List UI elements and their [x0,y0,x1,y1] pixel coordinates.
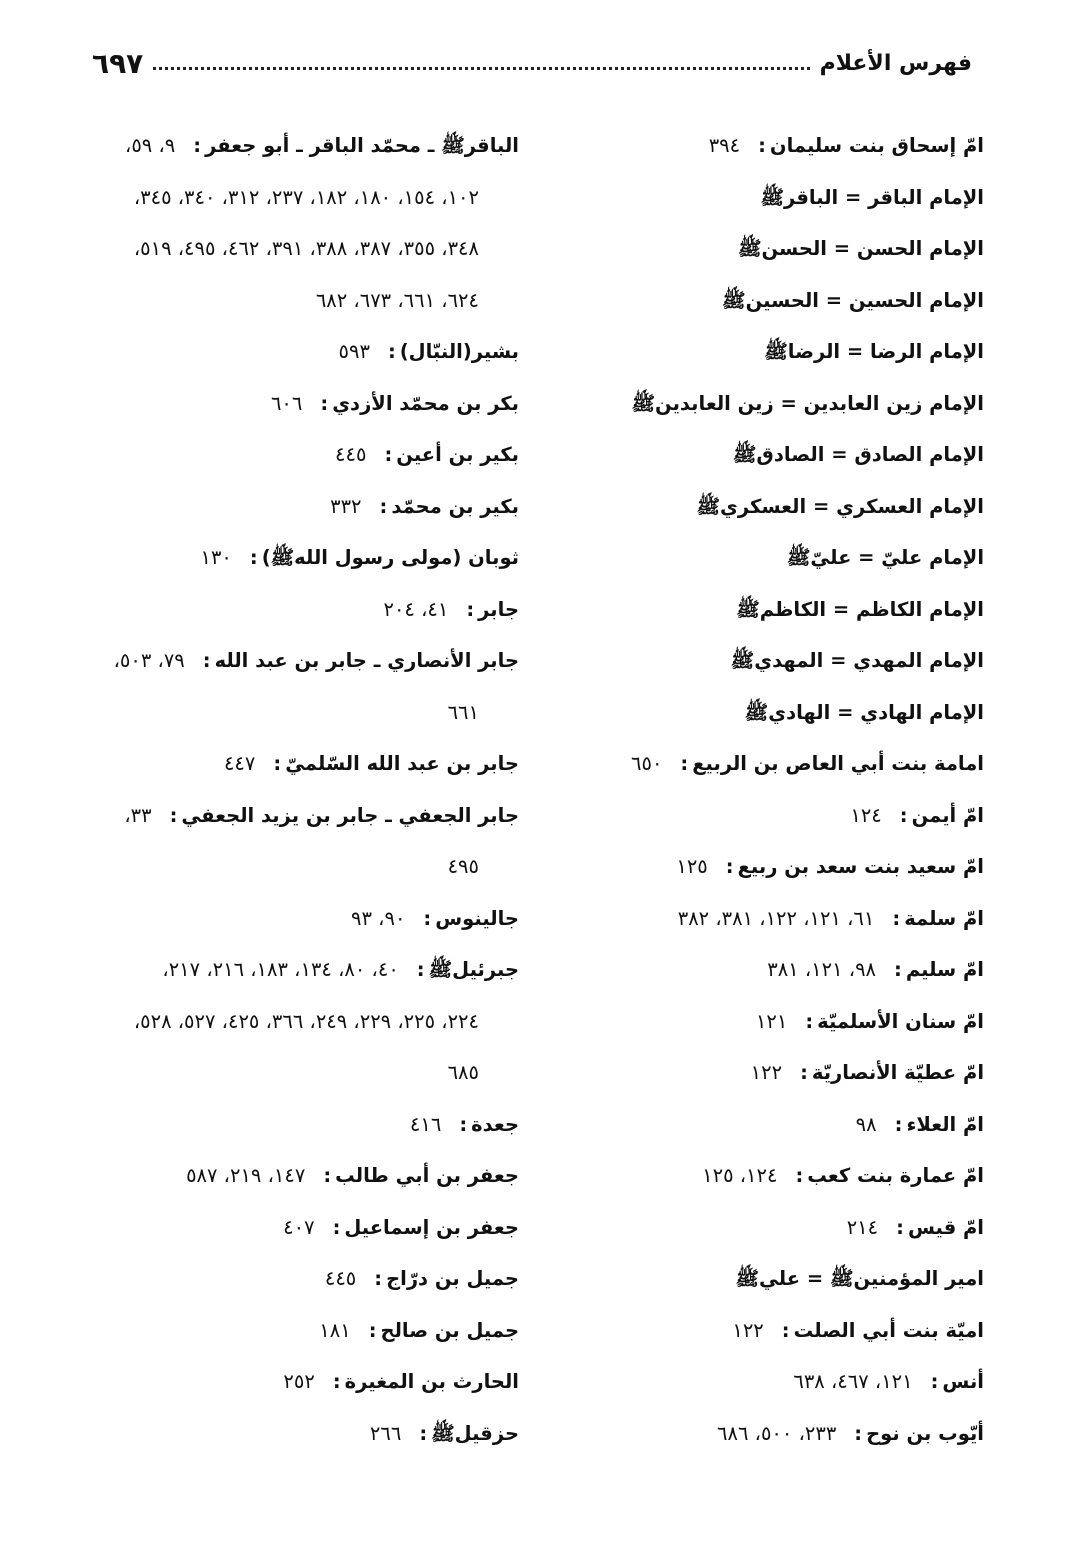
index-entry-name: امّ أيمن [911,803,984,827]
page-number: ٦٩٧ [92,46,144,80]
index-entry-line [89,532,519,584]
index-entry-pages: ٦٠٦ [270,391,303,415]
index-entry-separator: : [320,391,329,415]
index-entry-separator: : [193,134,202,157]
index-entry-name: امّ سنان الأسلميّة [817,1009,984,1033]
index-entry-name: جعفر بن إسماعيل [344,1215,519,1239]
index-entry [534,429,984,481]
index-entry [89,1305,519,1357]
index-entry-line [534,944,984,996]
index-entry-separator: : [416,958,425,981]
index-entry-pages: ٢٥٢ [283,1370,315,1393]
index-entry-pages: ١٣٠ [200,546,232,569]
index-entry-line [534,223,984,275]
index-entry-line [89,172,519,224]
index-entry-pages: ١٨١ [319,1318,351,1342]
index-entry-line [534,893,984,945]
index-entry-separator: : [379,494,388,518]
index-entry-line [534,841,984,893]
index-entry-separator: : [374,1267,383,1290]
index-entry-pages: ٣٣٢ [330,494,362,518]
index-entry-name: جعفر بن أبي طالب [335,1164,519,1187]
index-entry-pages: ١٢٤، ١٢٥ [702,1164,778,1187]
index-entry-line [534,584,984,636]
index-entry-line [534,1408,984,1460]
index-entry-separator: : [892,906,901,930]
index-entry-pages: ٥٩٣ [338,340,370,363]
index-entry-line [89,996,519,1048]
index-entry-line [534,738,984,790]
index-entry-name: امّ إسحاق بنت سليمان [769,134,984,157]
index-entry-line [534,378,984,430]
index-entry [534,1202,984,1254]
index-entry [89,378,519,430]
index-entry-name: جابر [478,597,519,621]
index-entry-name: امّ عطيّة الأنصاريّة [811,1061,984,1084]
index-entry-pages: ٤١٦ [409,1112,442,1136]
index-entry [534,1150,984,1202]
index-entry-name: جابر الجعفي ـ جابر بن يزيد الجعفي [181,803,519,827]
index-entry [534,1253,984,1305]
index-entry-name: حزقيلﷺ [431,1421,519,1445]
index-entry-name: امّ سعيد بنت سعد بن ربيع [737,855,984,878]
index-entry-separator: : [781,1318,790,1342]
index-entry-separator: : [758,134,766,157]
index-entry [534,687,984,739]
index-entry [89,429,519,481]
index-entry-name: امّ العلاء [906,1112,984,1136]
index-entry-name: امّ سليم [905,958,984,981]
index-entry [534,1356,984,1408]
index-entry-name: بكير بن محمّد [391,494,519,518]
index-entry-separator: : [368,1318,377,1342]
index-entry-pages: ٢٦٦ [369,1421,402,1445]
index-entry-pages: ٣٩٤ [708,134,741,157]
index-entry-line [89,944,519,996]
index-entry-line [89,893,519,945]
index-entry [89,1408,519,1460]
index-column-right [534,120,984,1459]
index-entry-line [89,635,519,687]
index-entry-separator: : [680,752,689,775]
index-entry-line [534,996,984,1048]
index-entry [534,790,984,842]
index-entry-separator: : [423,906,432,930]
index-entry-name: جعدة [471,1112,519,1136]
index-entry [534,172,984,224]
index-entry-name: امير المؤمنينﷺ = عليﷺ [735,1267,984,1290]
index-entry-name: الإمام عليّ = عليّﷺ [786,546,984,569]
index-entry-line [534,1202,984,1254]
index-entry-name: جابر بن عبد الله السّلميّ [285,752,519,775]
index-entry-line [534,1253,984,1305]
index-entry [89,120,519,326]
index-entry-separator: : [273,752,282,775]
index-entry-name: جبرئيلﷺ [428,958,519,981]
index-entry [534,1099,984,1151]
index-entry-pages: ٩، ٥٩، [125,134,176,157]
index-entry-line [534,429,984,481]
index-entry-name: جالينوس [435,906,519,930]
index-entry [534,944,984,996]
index-entry-name: الإمام الحسن = الحسنﷺ [737,237,984,260]
index-entry-line [534,1356,984,1408]
index-entry [89,584,519,636]
index-entry-name: اميّة بنت أبي الصلت [793,1318,984,1342]
index-entry-separator: : [894,1112,903,1136]
index-entry-separator: : [323,1164,332,1187]
index-entry-line [89,429,519,481]
index-entry [534,738,984,790]
index-entry-line [89,120,519,172]
index-entry [89,481,519,533]
index-entry-separator: : [930,1370,939,1393]
index-entry-name: الإمام المهدي = المهديﷺ [730,649,984,672]
index-entry [89,1356,519,1408]
index-entry [89,893,519,945]
index-entry-name: امّ قيس [907,1215,984,1239]
index-entry-name: ثوبان (مولى رسول اللهﷺ) [261,546,519,569]
index-entry [534,481,984,533]
index-entry-pages-continued: ٦٢٤، ٦٦١، ٦٧٣، ٦٨٢ [315,288,479,312]
index-entry-name: جابر الأنصاري ـ جابر بن عبد الله [214,649,519,672]
index-entry-line [534,326,984,378]
index-entry-name: امّ سلمة [904,906,984,930]
index-entry [534,1047,984,1099]
index-entry-pages: ٢٣٣، ٥٠٠، ٦٨٦ [717,1421,837,1445]
index-entry-separator: : [725,855,734,878]
header-dotted-leader [153,67,809,70]
index-entry-line [534,1150,984,1202]
page-header [92,40,972,86]
index-entry [89,1099,519,1151]
index-entry-separator: : [800,1061,808,1084]
index-entry-pages: ١٢١، ٤٦٧، ٦٣٨ [793,1370,913,1393]
index-entry-separator: : [459,1112,468,1136]
index-entry-name: الإمام الهادي = الهاديﷺ [744,700,984,724]
index-entry-line [534,1047,984,1099]
index-entry-separator: : [249,546,258,569]
index-entry-line [89,1356,519,1408]
index-entry-line [89,1202,519,1254]
index-entry-name: الإمام العسكري = العسكريﷺ [696,494,984,518]
index-entry-name: الحارث بن المغيرة [344,1370,519,1393]
index-entry-line [89,841,519,893]
index-entry-separator: : [854,1421,863,1445]
index-entry-line [89,481,519,533]
index-entry-line [89,1047,519,1099]
index-entry-name: الإمام الرضا = الرضاﷺ [764,340,984,363]
index-entry [534,378,984,430]
index-entry-separator: : [466,597,475,621]
index-entry-name: الإمام زين العابدين = زين العابدينﷺ [631,391,984,415]
index-entry-pages-continued: ٤٩٥ [447,855,479,878]
index-entry [89,326,519,378]
index-entry [534,326,984,378]
index-entry-separator: : [332,1370,341,1393]
index-entry [534,841,984,893]
index-entry-line [534,275,984,327]
index-entry-line [89,223,519,275]
index-entry-pages: ٦٥٠ [631,752,663,775]
index-entry-pages: ١٢٥ [676,855,708,878]
index-entry-name: جميل بن درّاج [386,1267,519,1290]
index-entry-line [89,378,519,430]
index-entry-name: الإمام الحسين = الحسينﷺ [722,288,984,312]
index-entry-pages: ٤٠٧ [283,1215,315,1239]
index-entry [534,120,984,172]
index-entry-pages-continued: ٣٤٨، ٣٥٥، ٣٨٧، ٣٨٨، ٣٩١، ٤٦٢، ٤٩٥، ٥١٩، [133,237,479,260]
index-entry-pages: ١٢٢ [732,1318,764,1342]
index-entry [89,1150,519,1202]
index-entry [89,1253,519,1305]
header-title: فهرس الأعلام [819,50,972,76]
index-entry [89,1202,519,1254]
index-entry [534,1305,984,1357]
index-entry-name: الإمام الكاظم = الكاظمﷺ [736,597,984,621]
index-entry-name: بكير بن أعين [396,443,519,466]
index-entry [89,790,519,893]
index-entry-name: امّ عمارة بنت كعب [807,1164,984,1187]
index-entry-line [89,1150,519,1202]
index-entry-line [89,738,519,790]
index-entry-line [89,1408,519,1460]
index-entry-line [89,584,519,636]
index-entry-name: جميل بن صالح [380,1318,519,1342]
index-entry-pages: ١٢١ [755,1009,788,1033]
index-entry-pages: ٩٨ [855,1112,877,1136]
index-entry-name: الإمام الباقر = الباقرﷺ [760,185,984,209]
index-entry-separator: : [896,1215,904,1239]
index-entry-line [534,687,984,739]
index-entry [89,635,519,738]
index-entry-line [534,172,984,224]
index-entry-separator: : [169,803,178,827]
index-entry [534,893,984,945]
index-entry [89,738,519,790]
index-entry-pages: ٤١، ٢٠٤ [383,597,449,621]
index-entry-pages: ١٢٢ [750,1061,783,1084]
index-column-left [89,120,519,1459]
index-entry-pages: ٦١، ١٢١، ١٢٢، ٣٨١، ٣٨٢ [677,906,875,930]
index-entry-pages: ٤٤٧ [223,752,256,775]
index-entry-pages: ٤٠، ٨٠، ١٣٤، ١٨٣، ٢١٦، ٢١٧، [162,958,399,981]
index-entry-pages-continued: ٦٦١ [447,700,479,724]
index-entry-pages-continued: ٦٨٥ [447,1061,479,1084]
index-entry-pages: ٩٨، ١٢١، ٣٨١ [767,958,877,981]
index-entry-separator: : [332,1215,341,1239]
index-entry-pages: ١٤٧، ٢١٩، ٥٨٧ [186,1164,306,1187]
index-entry [534,223,984,275]
index-entry-separator: : [419,1421,428,1445]
index-entry-separator: : [202,649,211,672]
index-entry-name: الباقرﷺ ـ محمّد الباقر ـ أبو جعفر [205,134,519,157]
index-entry-pages-continued: ٢٢٤، ٢٢٥، ٢٢٩، ٢٤٩، ٣٦٦، ٤٢٥، ٥٢٧، ٥٢٨، [133,1009,479,1033]
index-entry-separator: : [795,1164,804,1187]
index-entry [534,532,984,584]
index-entry-pages: ٤٤٥ [335,443,367,466]
index-entry-pages: ٩٠، ٩٣ [351,906,406,930]
index-entry-separator: : [387,340,396,363]
index-entry-pages: ١٢٤ [850,803,882,827]
index-entry-name: امامة بنت أبي العاص بن الربيع [692,752,984,775]
index-entry-separator: : [805,1009,814,1033]
index-entry-separator: : [894,958,902,981]
index-entry-pages: ٧٩، ٥٠٣، [113,649,185,672]
index-entry [534,996,984,1048]
index-entry-name: أيّوب بن نوح [866,1421,984,1445]
index-entry [534,584,984,636]
index-entry-line [89,1253,519,1305]
index-entry-name: أنس [942,1370,984,1393]
index-entry [534,275,984,327]
index-entry-line [534,532,984,584]
index-entry-line [89,1305,519,1357]
index-entry-separator: : [899,803,908,827]
index-entry-line [89,687,519,739]
index-entry [534,1408,984,1460]
index-entry [89,532,519,584]
index-entry [89,944,519,1099]
index-entry-line [534,790,984,842]
index-entry-pages: ٢١٤ [846,1215,879,1239]
index-entry-line [534,1099,984,1151]
index-entry-line [89,1099,519,1151]
index-entry-line [534,635,984,687]
index-entry-line [89,275,519,327]
index-entry-pages: ٤٤٥ [324,1267,357,1290]
index-entry-line [534,1305,984,1357]
index-entry-line [534,120,984,172]
index-entry-line [534,481,984,533]
index-entry-pages-continued: ١٠٢، ١٥٤، ١٨٠، ١٨٢، ٢٣٧، ٣١٢، ٣٤٠، ٣٤٥، [133,185,479,209]
index-entry-line [89,790,519,842]
index-entry [534,635,984,687]
index-entry-name: بشير(النبّال) [399,340,519,363]
index-entry-pages: ٣٣، [124,803,152,827]
index-entry-line [89,326,519,378]
index-entry-name: الإمام الصادق = الصادقﷺ [732,443,984,466]
index-entry-name: بكر بن محمّد الأزدي [332,391,519,415]
index-entry-separator: : [384,443,393,466]
